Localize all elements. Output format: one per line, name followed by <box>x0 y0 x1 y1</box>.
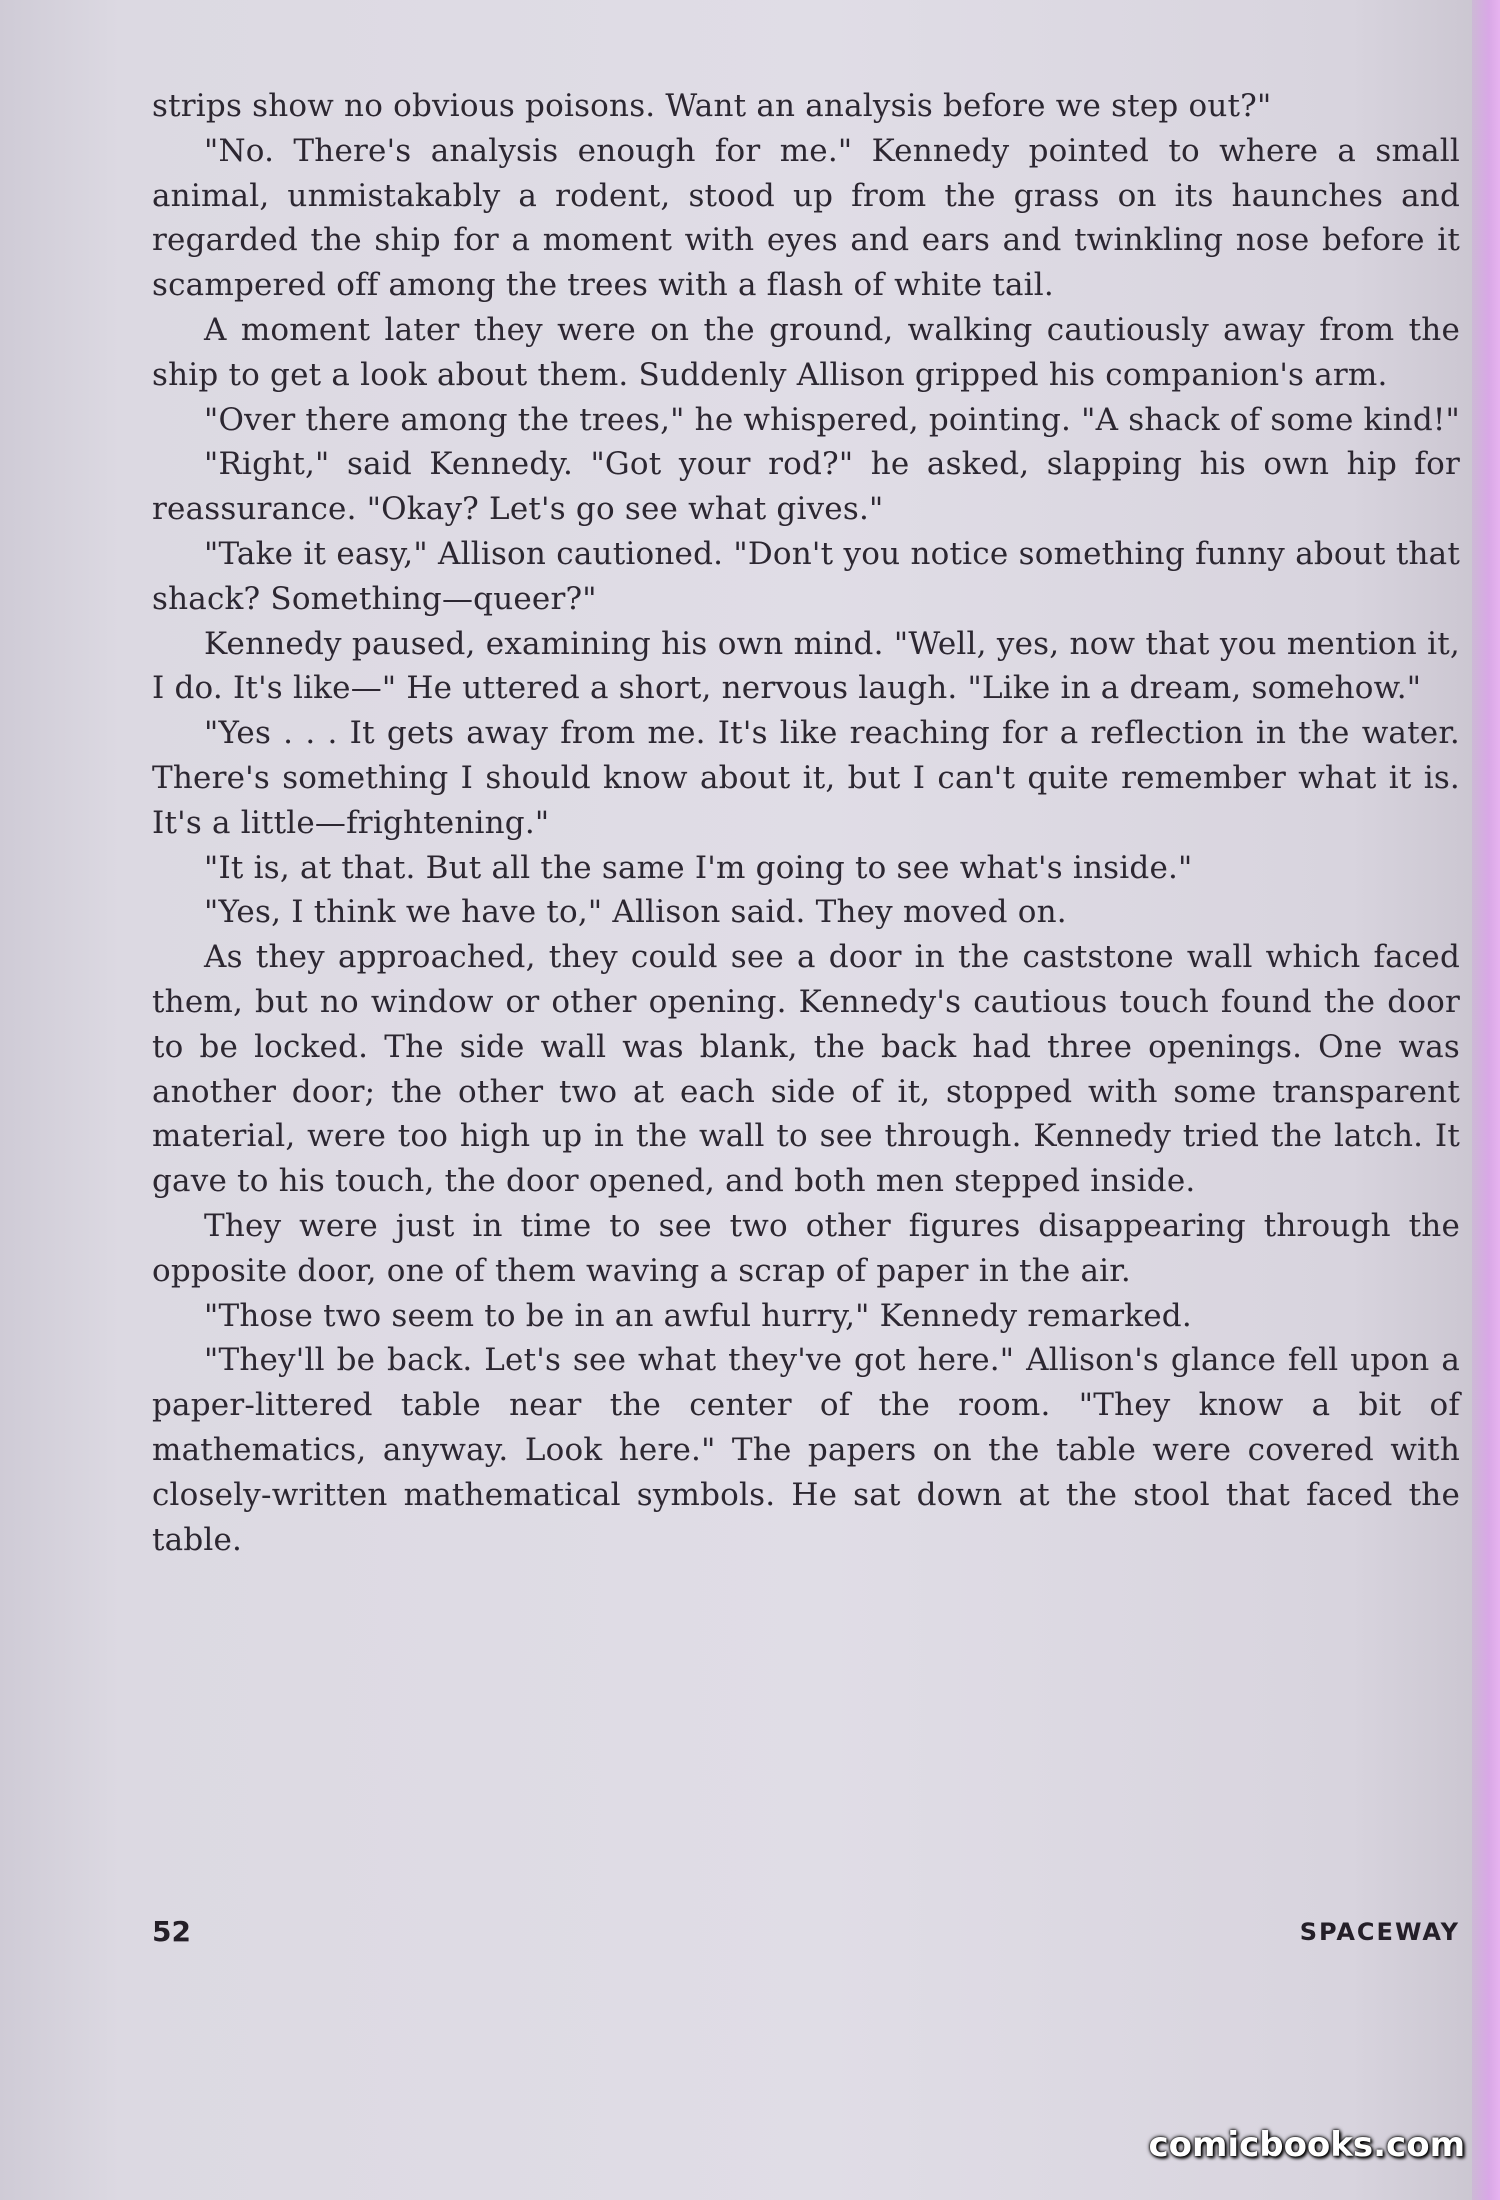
paragraph-1: strips show no obvious poisons. Want an analysis before we step out?" <box>152 88 1272 124</box>
paragraph-11: As they approached, they could see a door in the caststone wall which faced them, but no window or other opening. Kennedy's cautious touch found the door to be locked. The side wall was blank, the back had three openings. One was another door; the other two at each side of it, stopped with some transparent material, were too high up in the wall to see through. Kennedy tried the latch. It gave to his touch, the door opened, and both men stepped inside. <box>152 939 1460 1200</box>
paragraph-4: "Over there among the trees," he whispered, pointing. "A shack of some kind!" <box>204 401 1460 438</box>
site-watermark: comicbooks.com <box>1148 2125 1465 2165</box>
paragraph-3: A moment later they were on the ground, walking cautiously away from the ship to get a look about them. Suddenly Allison gripped his companion's arm. <box>152 311 1460 393</box>
paragraph-13: "Those two seem to be in an awful hurry," Kennedy remarked. <box>204 1297 1192 1334</box>
story-text <box>152 84 1460 1562</box>
paragraph-5: "Right," said Kennedy. "Got your rod?" he asked, slapping his own hip for reassurance. "Okay? Let's go see what gives." <box>152 446 1460 528</box>
page-edge <box>1472 0 1500 2200</box>
paragraph-2: "No. There's analysis enough for me." Kennedy pointed to where a small animal, unmistakably a rodent, stood up from the grass on its haunches and regarded the ship for a moment with eyes and ears and twinkling nose before it scampered off among the trees with a flash of white tail. <box>152 132 1460 304</box>
paragraph-12: They were just in time to see two other figures disappearing through the opposite door, one of them waving a scrap of paper in the air. <box>152 1207 1460 1289</box>
page-number: 52 <box>152 1915 191 1948</box>
paragraph-10: "Yes, I think we have to," Allison said. They moved on. <box>204 894 1067 931</box>
magazine-title: SPACEWAY <box>1299 1918 1460 1946</box>
page-footer <box>152 1912 1460 1952</box>
paragraph-14: "They'll be back. Let's see what they've got here." Allison's glance fell upon a paper-littered table near the center of the room. "They know a bit of mathematics, anyway. Look here." The papers on the table were covered with closely-written mathematical symbols. He sat down at the stool that faced the table. <box>152 1342 1460 1558</box>
paragraph-9: "It is, at that. But all the same I'm going to see what's inside." <box>204 849 1193 886</box>
paragraph-6: "Take it easy," Allison cautioned. "Don't you notice something funny about that shack? Something—queer?" <box>152 535 1460 617</box>
paragraph-8: "Yes . . . It gets away from me. It's like reaching for a reflection in the water. There's something I should know about it, but I can't quite remember what it is. It's a little—frightening." <box>152 715 1460 841</box>
paragraph-7: Kennedy paused, examining his own mind. "Well, yes, now that you mention it, I do. It's like—" He uttered a short, nervous laugh. "Like in a dream, somehow." <box>152 625 1460 707</box>
